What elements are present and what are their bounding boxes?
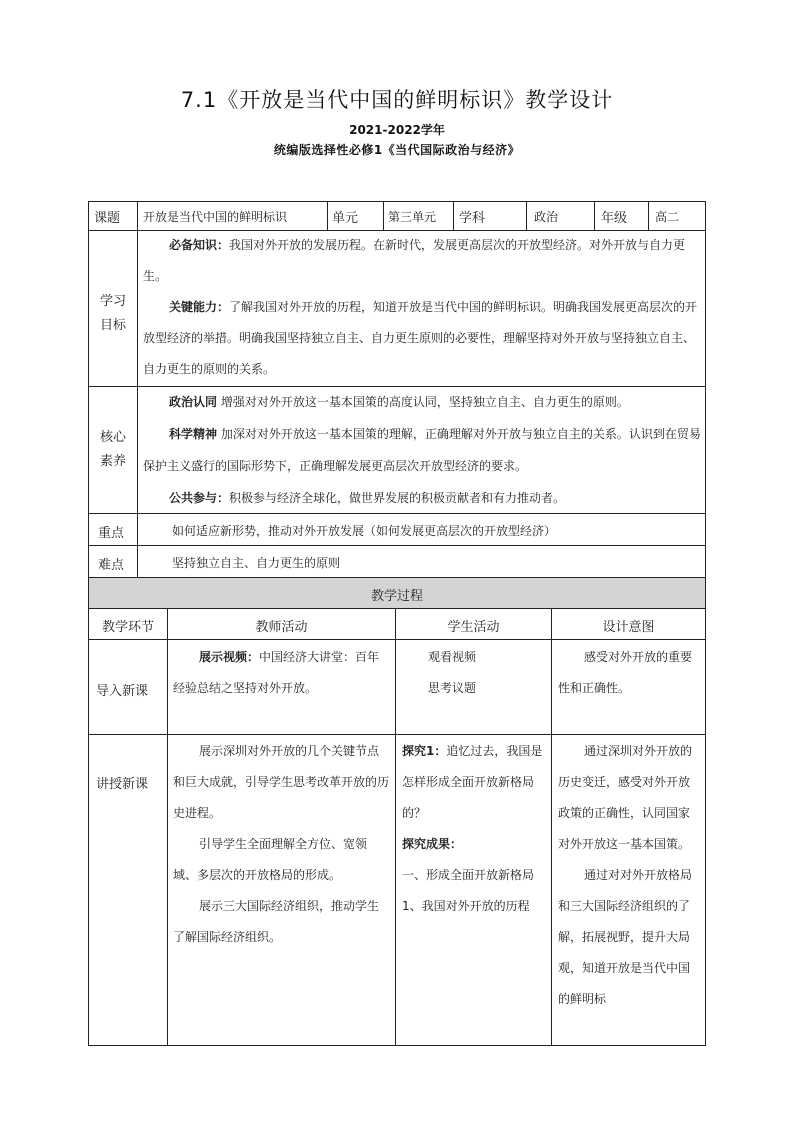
lecture-design-intent: 通过深圳对外开放的历史变迁，感受对外开放政策的正确性，认同国家对外开放这一基本国策。 通过对对外开放格局和三大国际经济组织的了解，拓展视野，提升大局观，知道开放是当代中国的鲜明标 — [558, 744, 693, 1006]
col-divider — [137, 201, 138, 577]
key-point-label: 重点 — [98, 526, 125, 541]
row-divider — [88, 608, 706, 609]
col-divider — [648, 201, 649, 230]
subject-label: 学科 — [459, 211, 486, 226]
goals-content: 必备知识：我国对外开放的发展历程。在新时代，发展更高层次的开放型经济。对外开放与自力更生。 关键能力：了解我国对外开放的历程，知道开放是当代中国的鲜明标识。明确我国发展更高层次的开放型经济的举措。明确我国坚持独立自主、自力更生原则的必要性，理解坚持对外开放与坚持独立自主、自力更生的原则的关系。 — [143, 238, 698, 376]
row-divider — [88, 545, 706, 546]
goals-label: 学习 目标 — [99, 294, 126, 333]
row-divider — [88, 639, 706, 640]
key-point-text: 如何适应新形势，推动对外开放发展（如何发展更高层次的开放型经济） — [172, 524, 557, 538]
col-divider — [551, 608, 552, 1046]
topic-value: 开放是当代中国的鲜明标识 — [143, 210, 288, 224]
intro-teacher-activity: 展示视频：中国经济大讲堂：百年经验总结之坚持对外开放。 — [173, 650, 380, 695]
grade-label: 年级 — [601, 211, 628, 226]
intro-stage: 导入新课 — [96, 684, 149, 699]
subject-value: 政治 — [534, 210, 559, 224]
col-divider — [383, 201, 384, 230]
grade-value: 高二 — [655, 210, 680, 224]
textbook-subtitle: 统编版选择性必修1《当代国际政治与经济》 — [273, 143, 521, 157]
col-divider — [327, 201, 328, 230]
difficult-point-text: 坚持独立自主、自力更生的原则 — [172, 556, 341, 570]
col-divider — [395, 608, 396, 1046]
lecture-stage: 讲授新课 — [96, 777, 149, 792]
col-divider — [167, 608, 168, 1046]
col-divider — [453, 201, 454, 230]
literacy-label: 核心 素养 — [99, 430, 126, 469]
process-title: 教学过程 — [370, 589, 423, 604]
row-divider — [88, 734, 706, 735]
column-header-student: 学生活动 — [447, 620, 500, 635]
column-header-stage: 教学环节 — [101, 620, 154, 635]
school-year: 2021-2022学年 — [349, 123, 445, 137]
intro-student-activity: 观看视频 思考议题 — [428, 650, 477, 695]
topic-label: 课题 — [94, 211, 121, 226]
lecture-student-activity: 探究1：追忆过去，我国是怎样形成全面开放新格局的？ 探究成果： 一、形成全面开放新格局 1、我国对外开放的历程 — [402, 744, 543, 913]
lecture-teacher-activity: 展示深圳对外开放的几个关键节点和巨大成就，引导学生思考改革开放的历史进程。 引导学生全面理解全方位、宽领域、多层次的开放格局的形成。 展示三大国际经济组织，推动学生了解国际经济组织。 — [173, 744, 390, 944]
unit-label: 单元 — [332, 211, 359, 226]
col-divider — [526, 201, 527, 230]
difficult-point-label: 难点 — [98, 558, 125, 573]
unit-value: 第三单元 — [388, 210, 437, 224]
intro-design-intent: 感受对外开放的重要性和正确性。 — [558, 650, 693, 695]
column-header-intent: 设计意图 — [602, 620, 655, 635]
col-divider — [594, 201, 595, 230]
document-title: 7.1《开放是当代中国的鲜明标识》教学设计 — [180, 88, 614, 112]
literacy-content: 政治认同 增强对对外开放这一基本国策的高度认同，坚持独立自主、自力更生的原则。 科学精神 加深对对外开放这一基本国策的理解，正确理解对外开放与独立自主的关系。认识到在贸易保护主义盛行的国际形势下，正确理解发展更高层次开放型经济的要求。 公共参与：积极参与经济全球化，做世界发展的积极贡献者和有力推动者。 — [143, 395, 701, 505]
column-header-teacher: 教师活动 — [255, 620, 308, 635]
